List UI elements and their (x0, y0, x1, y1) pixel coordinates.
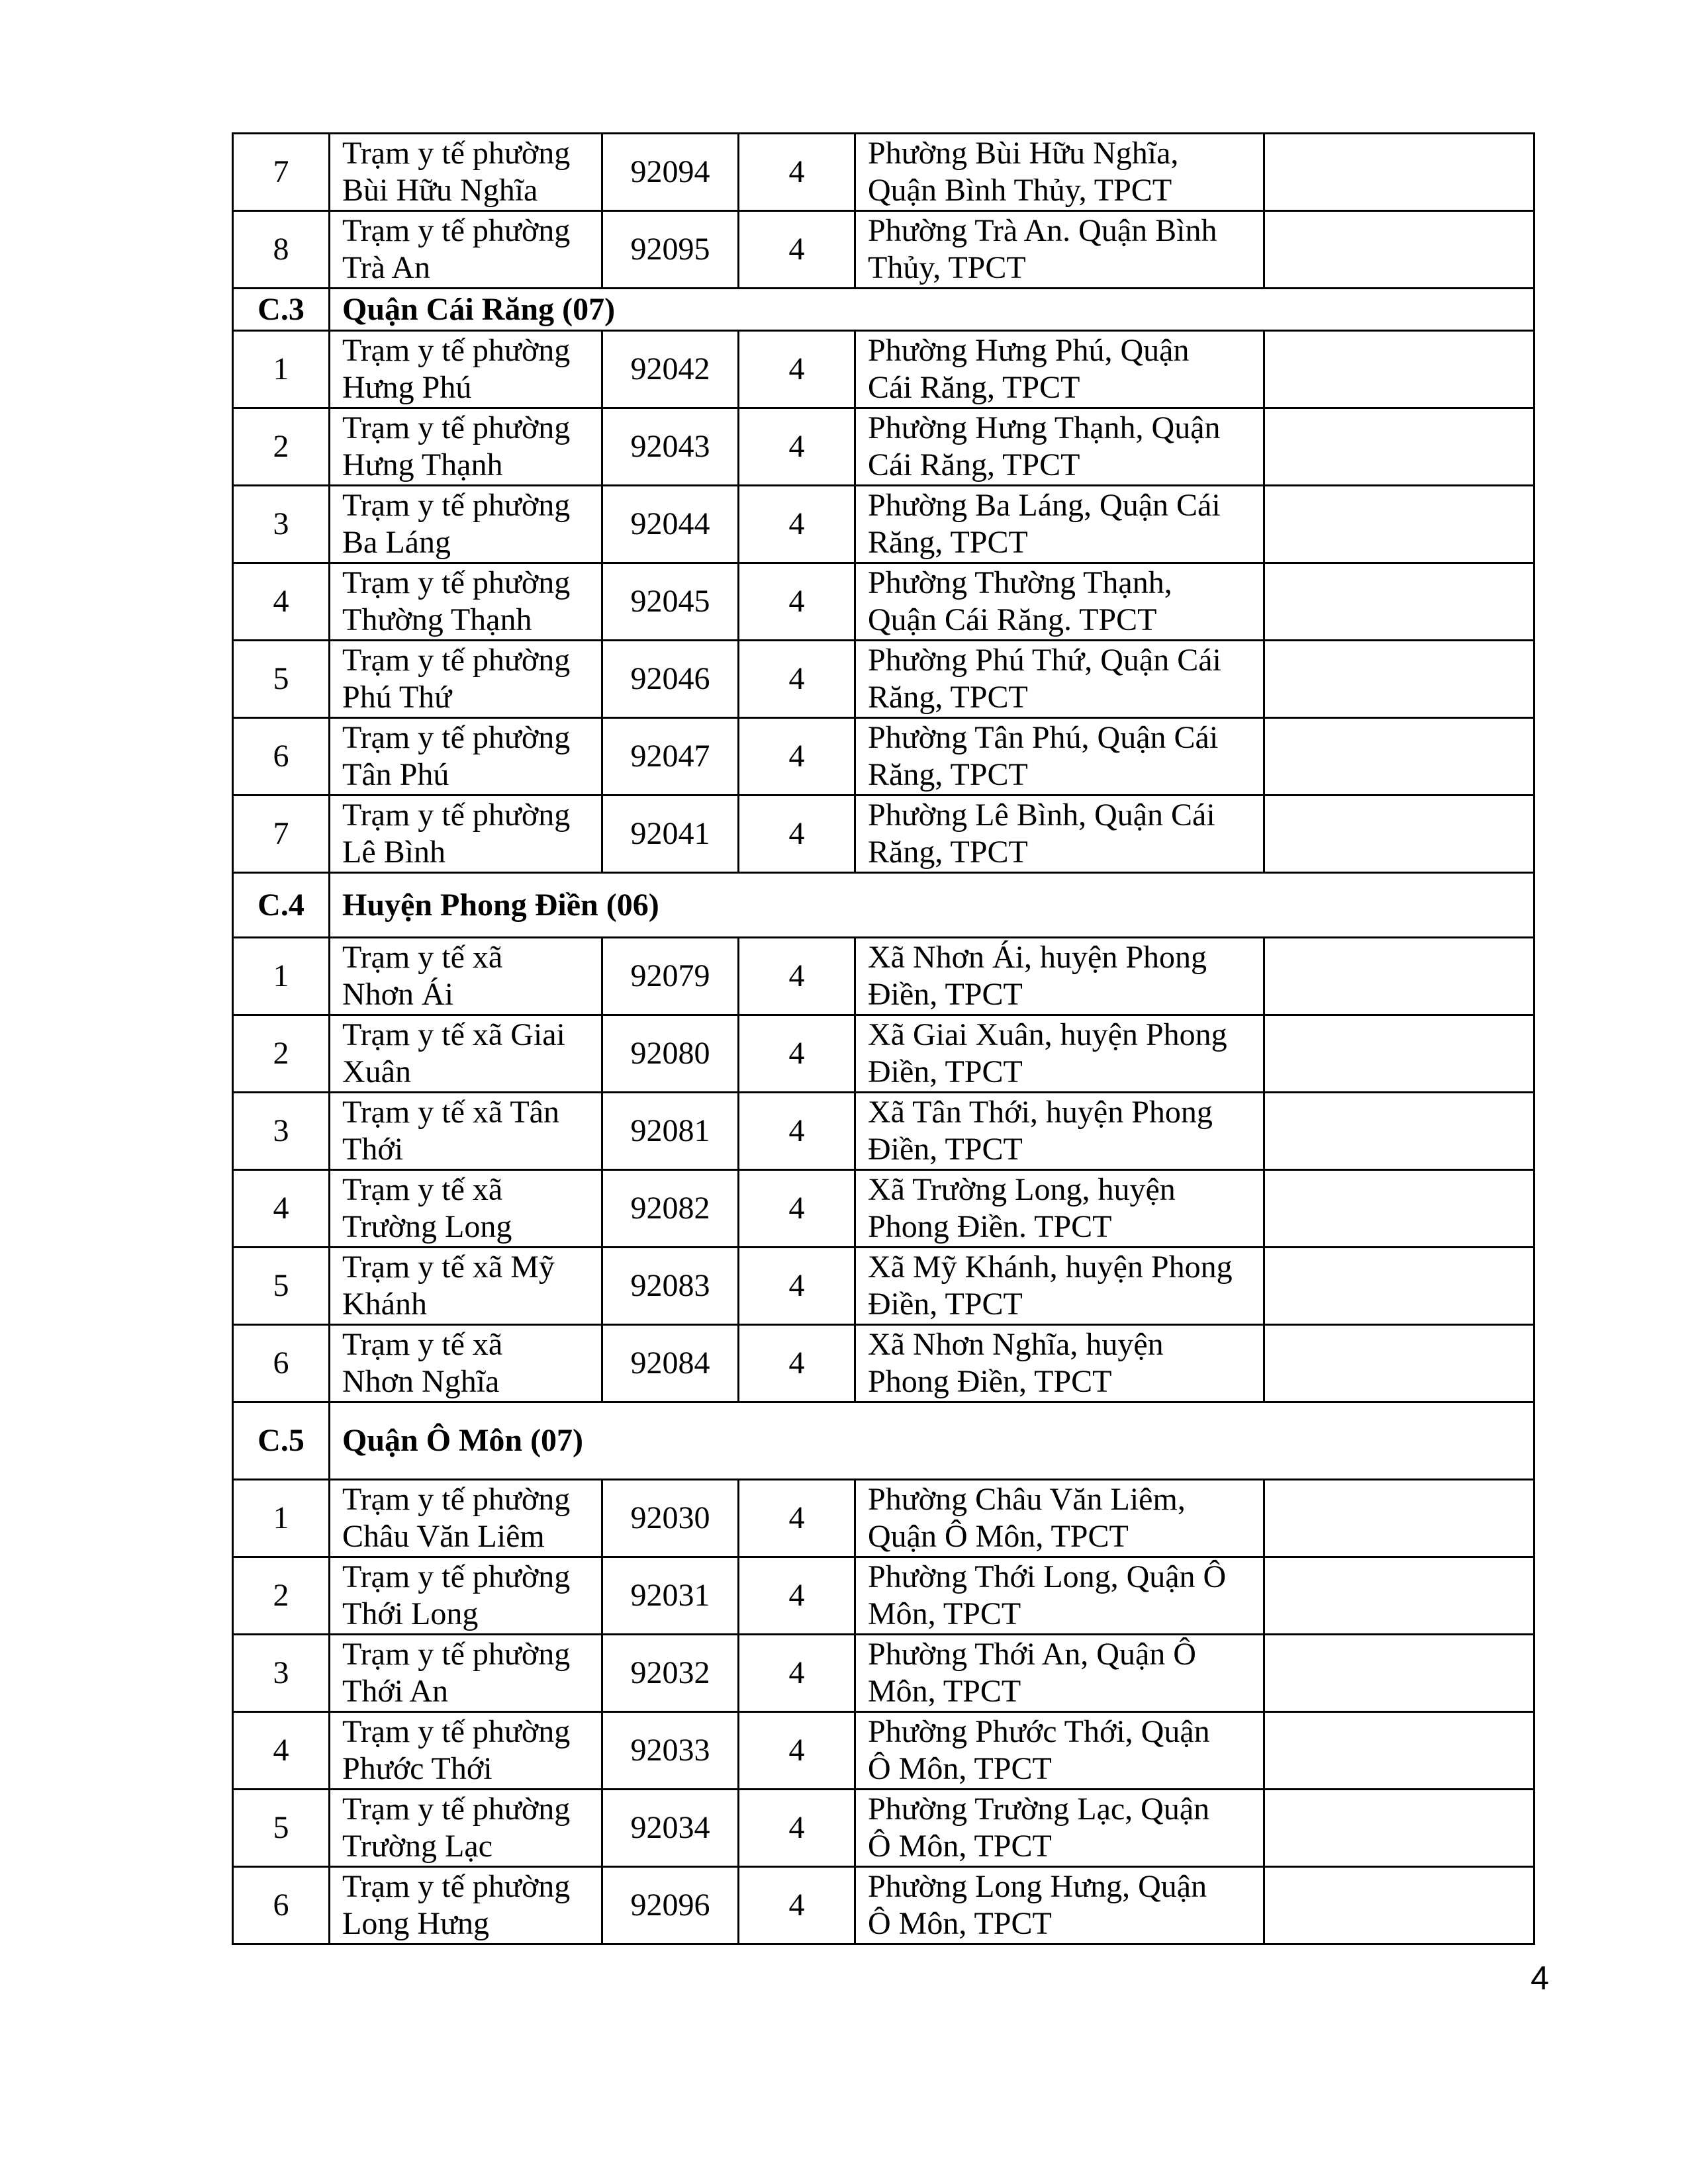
cell-line: Trạm y tế xã Tân (342, 1095, 559, 1130)
row-number: 1 (233, 938, 330, 1015)
facility-level: 4 (739, 211, 855, 289)
cell-line: Phường Trường Lạc, Quận (868, 1792, 1210, 1827)
facility-name (330, 1557, 602, 1635)
table-row (233, 331, 1534, 408)
cell-line: Long Hưng (342, 1906, 489, 1941)
cell-line: Trạm y tế xã Mỹ (342, 1250, 555, 1285)
cell-line: Điền, TPCT (868, 977, 1023, 1012)
cell-line: Trạm y tế xã (342, 940, 503, 975)
cell-line: Xuân (342, 1054, 411, 1089)
table-row (233, 1480, 1534, 1557)
section-title: Huyện Phong Điền (06) (330, 873, 1534, 938)
cell-line: Châu Văn Liêm (342, 1519, 545, 1554)
cell-line: Tân Phú (342, 757, 449, 792)
facility-level: 4 (739, 1790, 855, 1867)
cell-line: Trạm y tế xã Giai (342, 1017, 565, 1052)
facility-level: 4 (739, 1480, 855, 1557)
cell-line: Bùi Hữu Nghĩa (342, 173, 538, 208)
facility-level: 4 (739, 134, 855, 211)
facility-address (855, 408, 1264, 486)
cell-line: Phường Thới An, Quận Ô (868, 1637, 1196, 1672)
cell-line: Xã Tân Thới, huyện Phong (868, 1095, 1213, 1130)
row-number: 1 (233, 1480, 330, 1557)
facility-name (330, 486, 602, 563)
cell-line: Phường Thường Thạnh, (868, 565, 1172, 600)
table-row (233, 1015, 1534, 1093)
cell-line: Trạm y tế phường (342, 565, 571, 600)
facility-address (855, 1325, 1264, 1402)
cell-line: Hưng Phú (342, 370, 472, 405)
facility-name (330, 1170, 602, 1248)
facility-address (855, 1635, 1264, 1712)
cell-line: Phường Châu Văn Liêm, (868, 1482, 1186, 1517)
section-code: C.3 (233, 289, 330, 331)
cell-line: Điền, TPCT (868, 1287, 1023, 1322)
facility-note (1264, 1480, 1534, 1557)
facility-note (1264, 796, 1534, 873)
facility-address (855, 563, 1264, 641)
facility-level: 4 (739, 1248, 855, 1325)
table-row (233, 1248, 1534, 1325)
facility-note (1264, 1712, 1534, 1790)
cell-line: Hưng Thạnh (342, 447, 503, 482)
section-title: Quận Ô Môn (07) (330, 1402, 1534, 1480)
cell-line: Phường Phú Thứ, Quận Cái (868, 643, 1221, 678)
facility-note (1264, 1093, 1534, 1170)
table-row (233, 211, 1534, 289)
section-header-row (233, 289, 1534, 331)
facility-address (855, 1015, 1264, 1093)
cell-line: Phường Long Hưng, Quận (868, 1869, 1207, 1904)
row-number: 3 (233, 1093, 330, 1170)
facility-note (1264, 331, 1534, 408)
facility-level: 4 (739, 331, 855, 408)
facility-note (1264, 1557, 1534, 1635)
cell-line: Phường Ba Láng, Quận Cái (868, 488, 1221, 523)
facility-address (855, 1712, 1264, 1790)
facility-level: 4 (739, 563, 855, 641)
facility-level: 4 (739, 938, 855, 1015)
row-number: 6 (233, 1867, 330, 1944)
table-row (233, 1170, 1534, 1248)
cell-line: Phường Thới Long, Quận Ô (868, 1559, 1227, 1594)
cell-line: Trạm y tế phường (342, 1559, 571, 1594)
facility-note (1264, 408, 1534, 486)
cell-line: Xã Nhơn Ái, huyện Phong (868, 940, 1207, 975)
facility-code: 92084 (602, 1325, 739, 1402)
row-number: 6 (233, 1325, 330, 1402)
cell-line: Nhơn Nghĩa (342, 1364, 500, 1399)
facility-address (855, 1093, 1264, 1170)
facility-name (330, 1712, 602, 1790)
cell-line: Trạm y tế phường (342, 1637, 571, 1672)
row-number: 7 (233, 134, 330, 211)
table-row (233, 486, 1534, 563)
facility-note (1264, 1170, 1534, 1248)
facility-level: 4 (739, 1093, 855, 1170)
facility-level: 4 (739, 1015, 855, 1093)
cell-line: Trạm y tế phường (342, 136, 571, 171)
facility-address (855, 211, 1264, 289)
table-row (233, 134, 1534, 211)
facility-code: 92030 (602, 1480, 739, 1557)
facility-level: 4 (739, 1557, 855, 1635)
facility-note (1264, 563, 1534, 641)
cell-line: Phường Trà An. Quận Bình (868, 213, 1217, 248)
row-number: 5 (233, 1790, 330, 1867)
cell-line: Thới An (342, 1674, 449, 1709)
cell-line: Răng, TPCT (868, 835, 1028, 870)
table-row (233, 796, 1534, 873)
cell-line: Trạm y tế phường (342, 488, 571, 523)
cell-line: Phường Lê Bình, Quận Cái (868, 797, 1215, 833)
cell-line: Răng, TPCT (868, 525, 1028, 560)
cell-line: Trạm y tế phường (342, 213, 571, 248)
facility-address (855, 1557, 1264, 1635)
facility-name (330, 938, 602, 1015)
facility-level: 4 (739, 1712, 855, 1790)
facility-code: 92042 (602, 331, 739, 408)
facility-code: 92047 (602, 718, 739, 796)
cell-line: Xã Giai Xuân, huyện Phong (868, 1017, 1227, 1052)
facility-name (330, 134, 602, 211)
cell-line: Trạm y tế phường (342, 410, 571, 445)
facility-code: 92034 (602, 1790, 739, 1867)
row-number: 5 (233, 1248, 330, 1325)
facility-table (232, 132, 1535, 1945)
cell-line: Trạm y tế phường (342, 1482, 571, 1517)
cell-line: Môn, TPCT (868, 1596, 1021, 1631)
table-row (233, 718, 1534, 796)
table-row (233, 1557, 1534, 1635)
facility-name (330, 1635, 602, 1712)
cell-line: Trạm y tế phường (342, 1714, 571, 1749)
facility-code: 92041 (602, 796, 739, 873)
row-number: 2 (233, 1557, 330, 1635)
row-number: 4 (233, 1170, 330, 1248)
cell-line: Ô Môn, TPCT (868, 1751, 1052, 1786)
facility-note (1264, 1325, 1534, 1402)
facility-note (1264, 1790, 1534, 1867)
facility-level: 4 (739, 718, 855, 796)
facility-note (1264, 1635, 1534, 1712)
cell-line: Trạm y tế phường (342, 797, 571, 833)
cell-line: Trường Lạc (342, 1829, 492, 1864)
cell-line: Quận Ô Môn, TPCT (868, 1519, 1129, 1554)
facility-code: 92046 (602, 641, 739, 718)
cell-line: Nhơn Ái (342, 977, 454, 1012)
facility-note (1264, 1867, 1534, 1944)
page-number: 4 (1530, 1960, 1549, 1997)
facility-note (1264, 486, 1534, 563)
facility-note (1264, 211, 1534, 289)
facility-code: 92082 (602, 1170, 739, 1248)
cell-line: Trạm y tế xã (342, 1327, 503, 1362)
table-row (233, 938, 1534, 1015)
cell-line: Ô Môn, TPCT (868, 1906, 1052, 1941)
cell-line: Thới (342, 1132, 404, 1167)
cell-line: Ba Láng (342, 525, 451, 560)
section-code: C.4 (233, 873, 330, 938)
facility-note (1264, 1248, 1534, 1325)
facility-level: 4 (739, 1635, 855, 1712)
cell-line: Điền, TPCT (868, 1054, 1023, 1089)
facility-name (330, 1248, 602, 1325)
facility-level: 4 (739, 796, 855, 873)
table-row (233, 641, 1534, 718)
cell-line: Phường Bùi Hữu Nghĩa, (868, 136, 1179, 171)
facility-code: 92095 (602, 211, 739, 289)
facility-address (855, 641, 1264, 718)
row-number: 8 (233, 211, 330, 289)
facility-level: 4 (739, 1170, 855, 1248)
table-row (233, 1867, 1534, 1944)
cell-line: Phú Thứ (342, 680, 452, 715)
facility-code: 92045 (602, 563, 739, 641)
cell-line: Thới Long (342, 1596, 479, 1631)
cell-line: Trà An (342, 250, 430, 285)
cell-line: Trạm y tế phường (342, 720, 571, 755)
row-number: 3 (233, 486, 330, 563)
row-number: 5 (233, 641, 330, 718)
table-row (233, 563, 1534, 641)
table-row (233, 1325, 1534, 1402)
facility-name (330, 796, 602, 873)
facility-level: 4 (739, 641, 855, 718)
facility-address (855, 331, 1264, 408)
facility-address (855, 486, 1264, 563)
facility-name (330, 408, 602, 486)
facility-address (855, 938, 1264, 1015)
cell-line: Trạm y tế xã (342, 1172, 503, 1207)
cell-line: Điền, TPCT (868, 1132, 1023, 1167)
facility-code: 92083 (602, 1248, 739, 1325)
facility-code: 92096 (602, 1867, 739, 1944)
facility-level: 4 (739, 1325, 855, 1402)
table-row (233, 1790, 1534, 1867)
cell-line: Thủy, TPCT (868, 250, 1026, 285)
facility-code: 92079 (602, 938, 739, 1015)
facility-name (330, 1325, 602, 1402)
cell-line: Cái Răng, TPCT (868, 370, 1080, 405)
facility-address (855, 1867, 1264, 1944)
section-header-row (233, 1402, 1534, 1480)
facility-level: 4 (739, 486, 855, 563)
cell-line: Quận Cái Răng. TPCT (868, 602, 1157, 637)
cell-line: Phường Tân Phú, Quận Cái (868, 720, 1219, 755)
facility-address (855, 1248, 1264, 1325)
table-row (233, 1635, 1534, 1712)
cell-line: Phường Phước Thới, Quận (868, 1714, 1210, 1749)
cell-line: Quận Bình Thủy, TPCT (868, 173, 1172, 208)
row-number: 1 (233, 331, 330, 408)
facility-name (330, 563, 602, 641)
row-number: 2 (233, 408, 330, 486)
facility-level: 4 (739, 1867, 855, 1944)
facility-name (330, 641, 602, 718)
cell-line: Trạm y tế phường (342, 1869, 571, 1904)
cell-line: Thường Thạnh (342, 602, 532, 637)
facility-name (330, 1790, 602, 1867)
facility-code: 92044 (602, 486, 739, 563)
row-number: 2 (233, 1015, 330, 1093)
facility-note (1264, 641, 1534, 718)
facility-address (855, 134, 1264, 211)
cell-line: Phong Điền, TPCT (868, 1364, 1112, 1399)
facility-code: 92031 (602, 1557, 739, 1635)
cell-line: Xã Nhơn Nghĩa, huyện (868, 1327, 1164, 1362)
facility-note (1264, 1015, 1534, 1093)
facility-name (330, 1093, 602, 1170)
row-number: 6 (233, 718, 330, 796)
facility-note (1264, 718, 1534, 796)
cell-line: Trạm y tế phường (342, 643, 571, 678)
cell-line: Xã Mỹ Khánh, huyện Phong (868, 1250, 1233, 1285)
cell-line: Trạm y tế phường (342, 333, 571, 368)
cell-line: Phường Hưng Thạnh, Quận (868, 410, 1221, 445)
cell-line: Răng, TPCT (868, 680, 1028, 715)
facility-code: 92080 (602, 1015, 739, 1093)
cell-line: Phước Thới (342, 1751, 492, 1786)
cell-line: Khánh (342, 1287, 427, 1322)
facility-code: 92081 (602, 1093, 739, 1170)
facility-code: 92094 (602, 134, 739, 211)
row-number: 3 (233, 1635, 330, 1712)
facility-address (855, 1790, 1264, 1867)
facility-name (330, 718, 602, 796)
facility-note (1264, 134, 1534, 211)
facility-address (855, 796, 1264, 873)
table-row (233, 408, 1534, 486)
cell-line: Lê Bình (342, 835, 445, 870)
cell-line: Phong Điền. TPCT (868, 1209, 1112, 1244)
cell-line: Phường Hưng Phú, Quận (868, 333, 1190, 368)
facility-name (330, 211, 602, 289)
cell-line: Trường Long (342, 1209, 512, 1244)
facility-address (855, 1480, 1264, 1557)
section-title: Quận Cái Răng (07) (330, 289, 1534, 331)
facility-name (330, 1867, 602, 1944)
facility-level: 4 (739, 408, 855, 486)
cell-line: Trạm y tế phường (342, 1792, 571, 1827)
cell-line: Răng, TPCT (868, 757, 1028, 792)
facility-code: 92033 (602, 1712, 739, 1790)
cell-line: Xã Trường Long, huyện (868, 1172, 1176, 1207)
facility-name (330, 1480, 602, 1557)
table-row (233, 1093, 1534, 1170)
facility-address (855, 718, 1264, 796)
cell-line: Ô Môn, TPCT (868, 1829, 1052, 1864)
facility-name (330, 331, 602, 408)
cell-line: Cái Răng, TPCT (868, 447, 1080, 482)
facility-code: 92043 (602, 408, 739, 486)
facility-address (855, 1170, 1264, 1248)
cell-line: Môn, TPCT (868, 1674, 1021, 1709)
section-code: C.5 (233, 1402, 330, 1480)
table-row (233, 1712, 1534, 1790)
row-number: 4 (233, 563, 330, 641)
facility-code: 92032 (602, 1635, 739, 1712)
row-number: 7 (233, 796, 330, 873)
facility-note (1264, 938, 1534, 1015)
facility-name (330, 1015, 602, 1093)
section-header-row (233, 873, 1534, 938)
row-number: 4 (233, 1712, 330, 1790)
